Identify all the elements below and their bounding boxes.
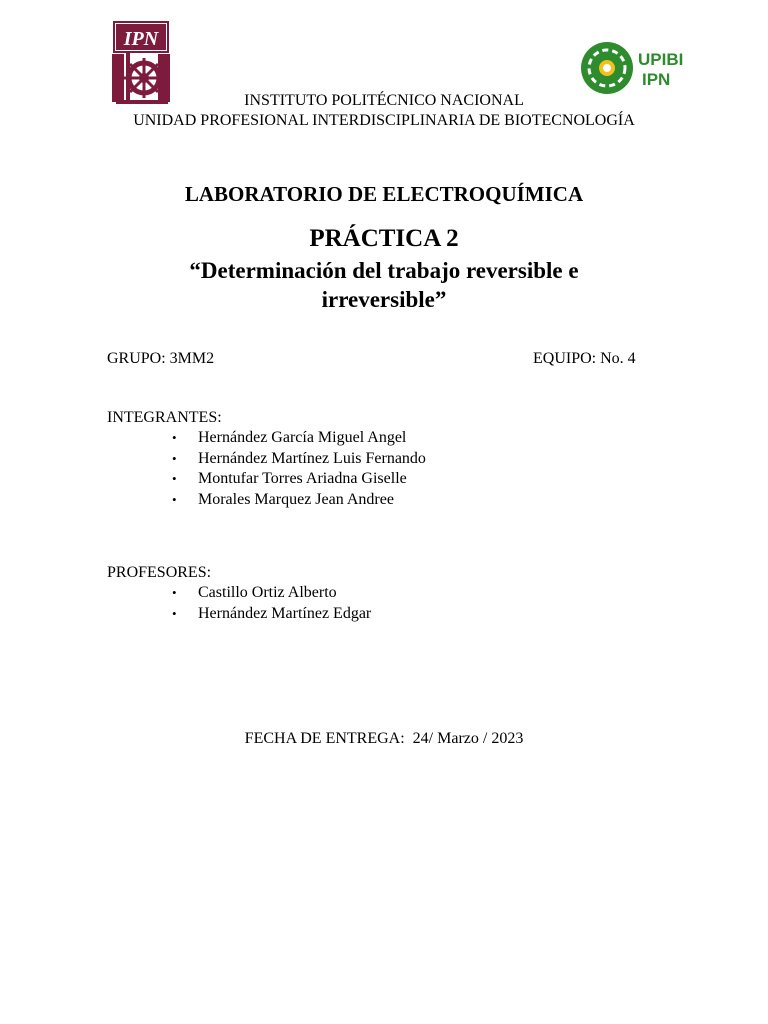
upibi-logo-text: UPIBI xyxy=(638,50,684,69)
ipn-logo-text: IPN xyxy=(123,28,159,50)
delivery-date: FECHA DE ENTREGA: 24/ Marzo / 2023 xyxy=(244,730,524,747)
member-item: • Montufar Torres Ariadna Giselle xyxy=(170,469,426,490)
professor-item: • Castillo Ortiz Alberto xyxy=(170,583,371,604)
institute-name: INSTITUTO POLITÉCNICO NACIONAL xyxy=(244,92,524,109)
member-item: • Hernández Martínez Luis Fernando xyxy=(170,449,426,470)
member-item: • Hernández García Miguel Angel xyxy=(170,428,426,449)
upibi-logo xyxy=(578,37,690,99)
team-label: EQUIPO: No. 4 xyxy=(533,350,636,367)
practice-number: PRÁCTICA 2 xyxy=(309,225,459,252)
member-item: • Morales Marquez Jean Andree xyxy=(170,490,426,511)
members-heading: INTEGRANTES: xyxy=(107,409,222,426)
members-list xyxy=(170,428,426,511)
professors-list xyxy=(170,583,371,624)
practice-title: “Determinación del trabajo reversible e irreversible” xyxy=(189,258,579,312)
unit-name: UNIDAD PROFESIONAL INTERDISCIPLINARIA DE BIOTECNOLOGÍA xyxy=(133,112,635,129)
group-label: GRUPO: 3MM2 xyxy=(107,350,215,367)
professor-item: • Hernández Martínez Edgar xyxy=(170,604,371,625)
laboratory-title: LABORATORIO DE ELECTROQUÍMICA xyxy=(184,182,584,206)
professors-heading: PROFESORES: xyxy=(107,564,212,581)
upibi-logo-subtext: IPN xyxy=(642,70,671,89)
